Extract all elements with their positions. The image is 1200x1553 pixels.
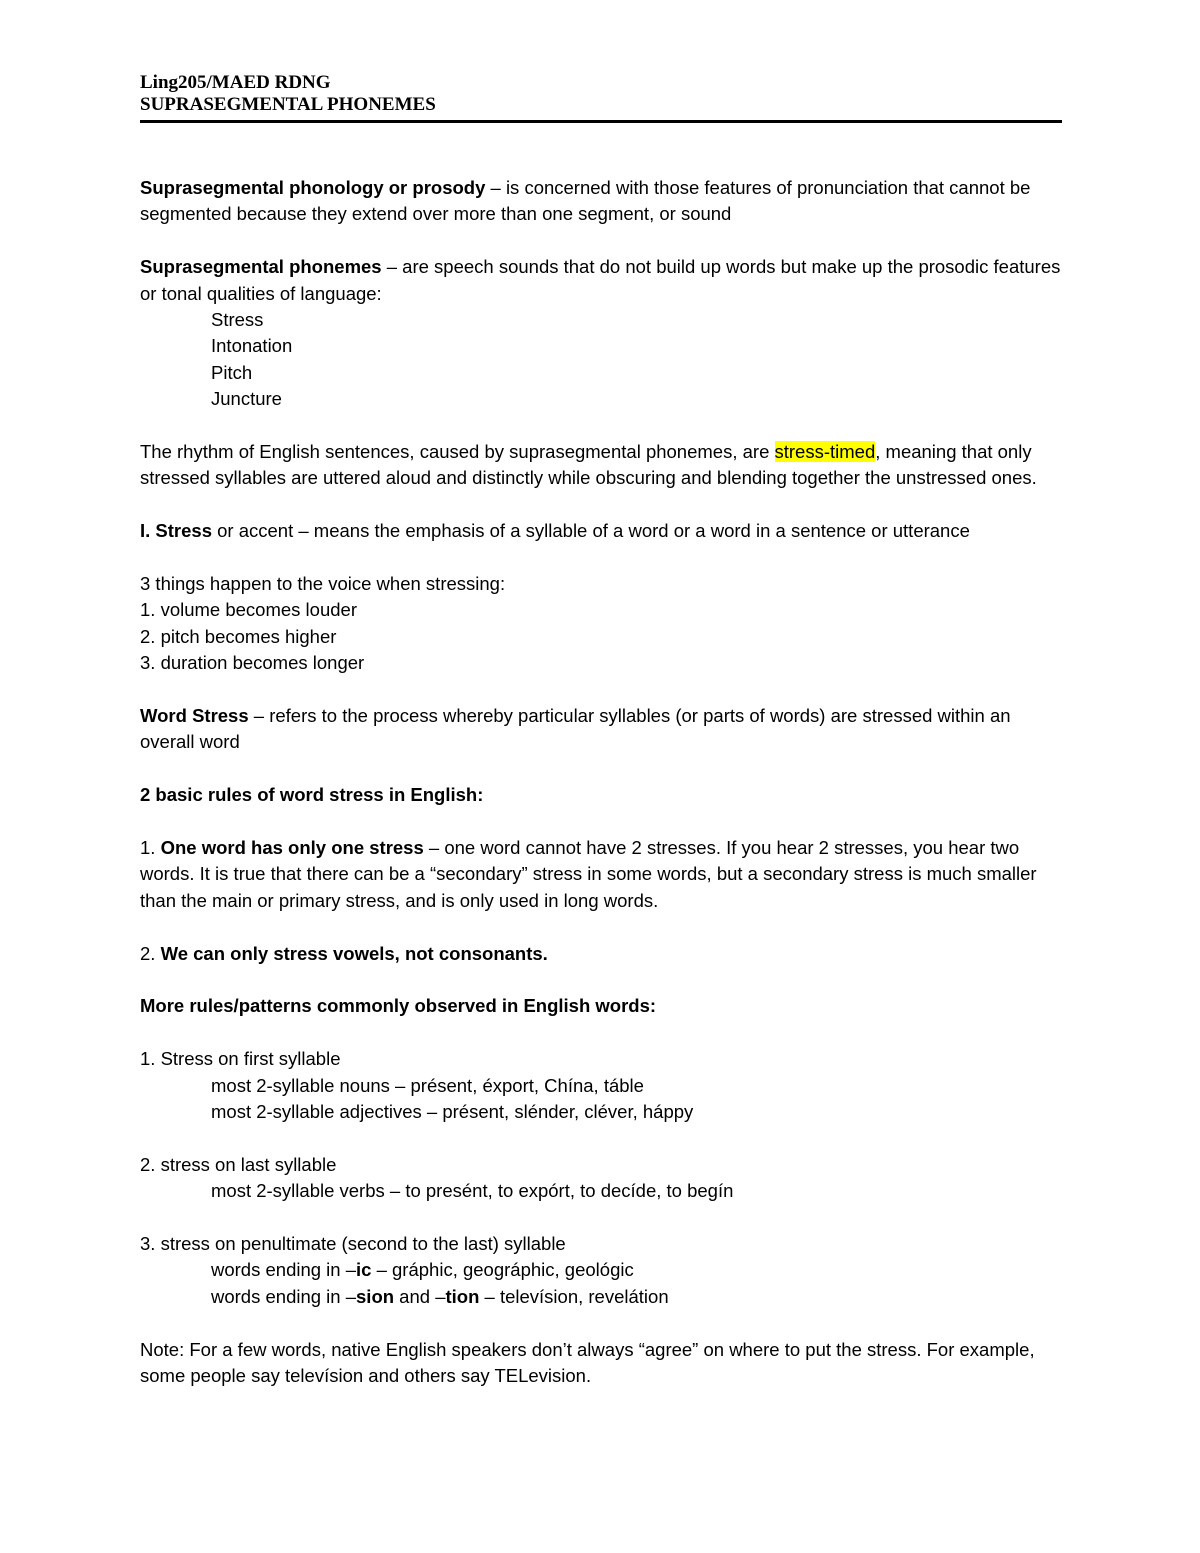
highlighted-term: stress-timed <box>774 441 876 463</box>
list-item: most 2-syllable nouns – présent, éxport, Chína, táble <box>211 1074 644 1096</box>
word-stress-definition <box>140 703 1065 756</box>
word-stress-def-text: – refers to the process whereby particular syllables (or parts of words) are stressed within an overall word <box>140 705 1011 753</box>
phonemes-definition <box>140 254 1065 307</box>
ending-suffix: tion <box>445 1285 480 1307</box>
rule-1-bold: One word has only one stress <box>160 837 424 859</box>
ending-text: and – <box>394 1285 446 1307</box>
list-item: Stress <box>211 309 264 331</box>
more-rules-heading <box>140 993 1065 1019</box>
ending-text: words ending in – <box>211 1285 357 1307</box>
voice-intro: 3 things happen to the voice when stressing: <box>140 573 506 595</box>
ending-suffix: ic <box>356 1259 372 1281</box>
list-item: 3. duration becomes longer <box>140 652 365 674</box>
document-header <box>140 72 1062 123</box>
stress-def-text: or accent – means the emphasis of a syllable of a word or a word in a sentence or utterance <box>212 520 970 542</box>
basic-rule-2 <box>140 941 1065 967</box>
rule-number: 2. <box>140 942 161 964</box>
rule-1-text: – one word cannot have 2 stresses. If you hear 2 stresses, you hear two words. It is true that there can be a “secondary” stress in some words, but a secondary stress is much smaller than the main or primary stress, and is only used in long words. <box>140 837 1037 911</box>
list-item: Intonation <box>211 335 293 357</box>
document-body <box>140 175 1065 1389</box>
word-stress-term: Word Stress <box>140 705 249 727</box>
list-item: most 2-syllable verbs – to presént, to expórt, to decíde, to begín <box>211 1180 734 1202</box>
rhythm-paragraph <box>140 439 1065 492</box>
list-item: Juncture <box>211 388 282 410</box>
rule-first-syllable: 1. Stress on first syllable <box>140 1048 341 1070</box>
rule-penultimate-syllable: 3. stress on penultimate (second to the last) syllable <box>140 1233 566 1255</box>
ending-examples: – televísion, revelátion <box>479 1285 669 1307</box>
ending-examples: – gráphic, geográphic, geológic <box>371 1259 634 1281</box>
rule-number: 1. <box>140 837 161 859</box>
list-item <box>140 1284 1065 1310</box>
phonemes-def-text: – are speech sounds that do not build up words but make up the prosodic features or tonal qualities of language: <box>140 256 1061 304</box>
stress-term: I. Stress <box>140 520 212 542</box>
phonemes-term: Suprasegmental phonemes <box>140 256 382 278</box>
rule-2-bold: We can only stress vowels, not consonants. <box>160 942 548 964</box>
list-item: most 2-syllable adjectives – présent, slénder, cléver, háppy <box>211 1101 694 1123</box>
note-paragraph: Note: For a few words, native English speakers don’t always “agree” on where to put the stress. For example, some people say televísion and others say TELevision. <box>140 1338 1035 1387</box>
rhythm-text-after: , meaning that only stressed syllables are uttered aloud and distinctly while obscuring and blending together the unstressed ones. <box>140 441 1037 489</box>
stress-definition <box>140 518 1065 544</box>
rule-last-syllable: 2. stress on last syllable <box>140 1153 337 1175</box>
prosody-def-text: – is concerned with those features of pronunciation that cannot be segmented because they extend over more than one segment, or sound <box>140 177 1031 225</box>
rhythm-text-before: The rhythm of English sentences, caused by suprasegmental phonemes, are <box>140 441 775 463</box>
basic-rules-heading <box>140 782 1065 808</box>
list-item <box>140 1257 1065 1283</box>
list-item: Pitch <box>211 361 253 383</box>
course-code: Ling205/MAED RDNG <box>140 72 331 93</box>
prosody-definition <box>140 175 1065 228</box>
document-title: SUPRASEGMENTAL PHONEMES <box>140 94 436 115</box>
prosody-term: Suprasegmental phonology or prosody <box>140 177 486 198</box>
basic-rules-heading-text: 2 basic rules of word stress in English: <box>140 784 484 806</box>
ending-suffix: sion <box>356 1285 395 1307</box>
list-item: 1. volume becomes louder <box>140 599 357 621</box>
more-rules-heading-text: More rules/patterns commonly observed in English words: <box>140 995 657 1017</box>
list-item: 2. pitch becomes higher <box>140 625 337 647</box>
ending-text: words ending in – <box>211 1259 357 1281</box>
basic-rule-1 <box>140 835 1065 914</box>
